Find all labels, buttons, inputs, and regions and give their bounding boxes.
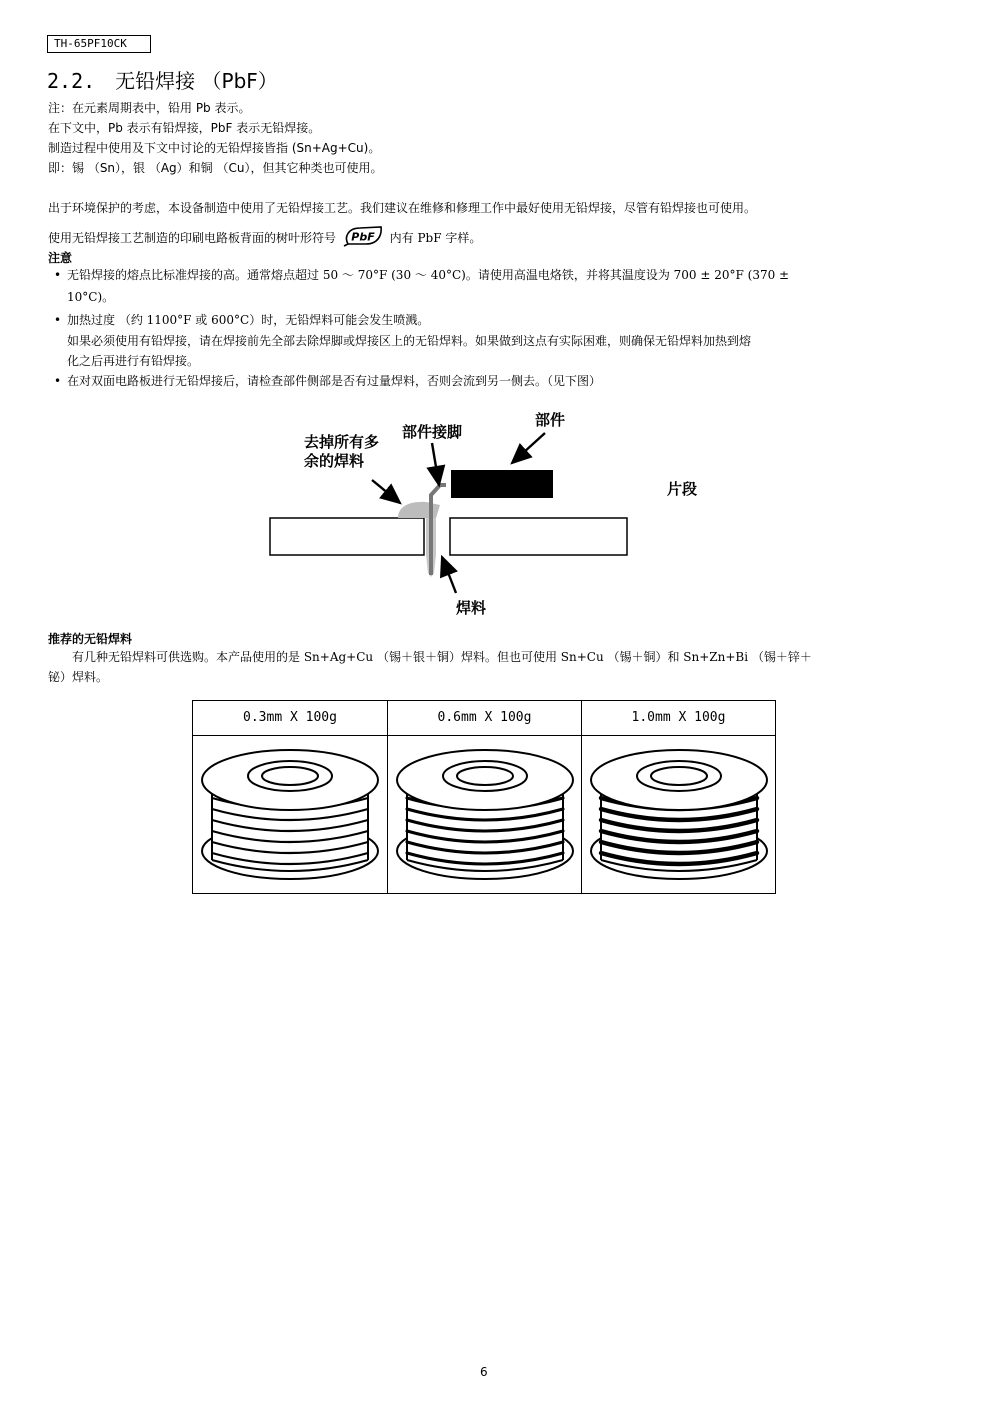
label-remove-excess: 余的焊料 bbox=[304, 452, 365, 470]
wire-cell bbox=[388, 701, 582, 893]
solder-spool-icon bbox=[582, 736, 776, 892]
recommended-line: 有几种无铅焊料可供选购。本产品使用的是 Sn+Ag+Cu （锡＋银＋铜）焊料。但也可使用 Sn+Cu （锡＋铜）和 Sn+Zn+Bi （锡＋锌＋ bbox=[72, 650, 812, 664]
intro-line: 注：在元素周期表中，铅用 Pb 表示。 bbox=[48, 101, 251, 115]
pbf-symbol-text: PbF bbox=[351, 230, 375, 244]
pcb-right bbox=[450, 518, 627, 555]
recommended-title: 推荐的无铅焊料 bbox=[48, 632, 133, 646]
label-solder: 焊料 bbox=[456, 599, 487, 617]
excess-solder bbox=[398, 502, 440, 518]
arrow-remove bbox=[372, 480, 400, 503]
solder-spool-icon bbox=[388, 736, 582, 892]
arrow-lead bbox=[432, 443, 439, 485]
page-number: 6 bbox=[480, 1365, 488, 1379]
wire-size-label: 1.0mm X 100g bbox=[582, 701, 775, 736]
label-chip: 片段 bbox=[667, 480, 698, 498]
caution-item: 在对双面电路板进行无铅焊接后，请检查部件侧部是否有过量焊料，否则会流到另一侧去。（见下图） bbox=[67, 374, 602, 388]
paragraph-text-after: 内有 PbF 字样。 bbox=[389, 231, 482, 245]
wire-cell bbox=[582, 701, 775, 893]
solder-wire-table bbox=[192, 700, 776, 894]
wire-cell bbox=[193, 701, 388, 893]
caution-item: 加热过度 （约 1100°F 或 600°C）时，无铅焊料可能会发生喷溅。 bbox=[67, 313, 430, 327]
arrow-component bbox=[512, 433, 545, 463]
label-component-lead: 部件接脚 bbox=[402, 423, 463, 441]
wire-size-label: 0.6mm X 100g bbox=[388, 701, 581, 736]
label-component: 部件 bbox=[535, 411, 566, 429]
arrow-solder bbox=[442, 557, 456, 593]
label-remove-excess: 去掉所有多 bbox=[304, 433, 380, 451]
solder-diagram bbox=[260, 405, 730, 624]
intro-line: 即：锡 （Sn），银 （Ag）和铜 （Cu），但其它种类也可使用。 bbox=[48, 161, 383, 175]
paragraph-environment: 出于环境保护的考虑，本设备制造中使用了无铅焊接工艺。我们建议在维修和修理工作中最好使用无铅焊接，尽管有铅焊接也可使用。 bbox=[48, 201, 757, 215]
caution-item: 10°C)。 bbox=[67, 290, 115, 304]
solder-spool-icon bbox=[193, 736, 387, 892]
intro-line: 制造过程中使用及下文中讨论的无铅焊接皆指 (Sn+Ag+Cu)。 bbox=[48, 141, 381, 155]
section-title: 无铅焊接 （PbF） bbox=[115, 69, 278, 93]
model-number: TH-65PF10CK bbox=[47, 35, 151, 53]
leaf-pbf-icon bbox=[342, 225, 384, 252]
section-heading bbox=[47, 68, 278, 94]
component-body bbox=[451, 470, 553, 498]
wire-size-label: 0.3mm X 100g bbox=[193, 701, 387, 736]
bullet-mark: • bbox=[54, 313, 62, 327]
intro-line: 在下文中，Pb 表示有铅焊接，PbF 表示无铅焊接。 bbox=[48, 121, 321, 135]
paragraph-pbf-symbol bbox=[48, 225, 481, 252]
recommended-line: 铋）焊料。 bbox=[48, 670, 109, 684]
paragraph-text-before: 使用无铅焊接工艺制造的印刷电路板背面的树叶形符号 bbox=[48, 231, 337, 245]
caution-title: 注意 bbox=[48, 251, 73, 265]
bullet-mark: • bbox=[54, 268, 62, 282]
pcb-left bbox=[270, 518, 424, 555]
caution-item: 化之后再进行有铅焊接。 bbox=[67, 354, 200, 368]
caution-item: 无铅焊接的熔点比标准焊接的高。通常熔点超过 50 ～ 70°F (30 ～ 40°C)。请使用高温电烙铁，并将其温度设为 700 ± 20°F (370 ± bbox=[67, 268, 790, 282]
caution-item: 如果必须使用有铅焊接，请在焊接前先全部去除焊脚或焊接区上的无铅焊料。如果做到这点有实际困难，则确保无铅焊料加热到熔 bbox=[67, 334, 752, 348]
section-number: 2.2. bbox=[47, 69, 96, 93]
bullet-mark: • bbox=[54, 374, 62, 388]
